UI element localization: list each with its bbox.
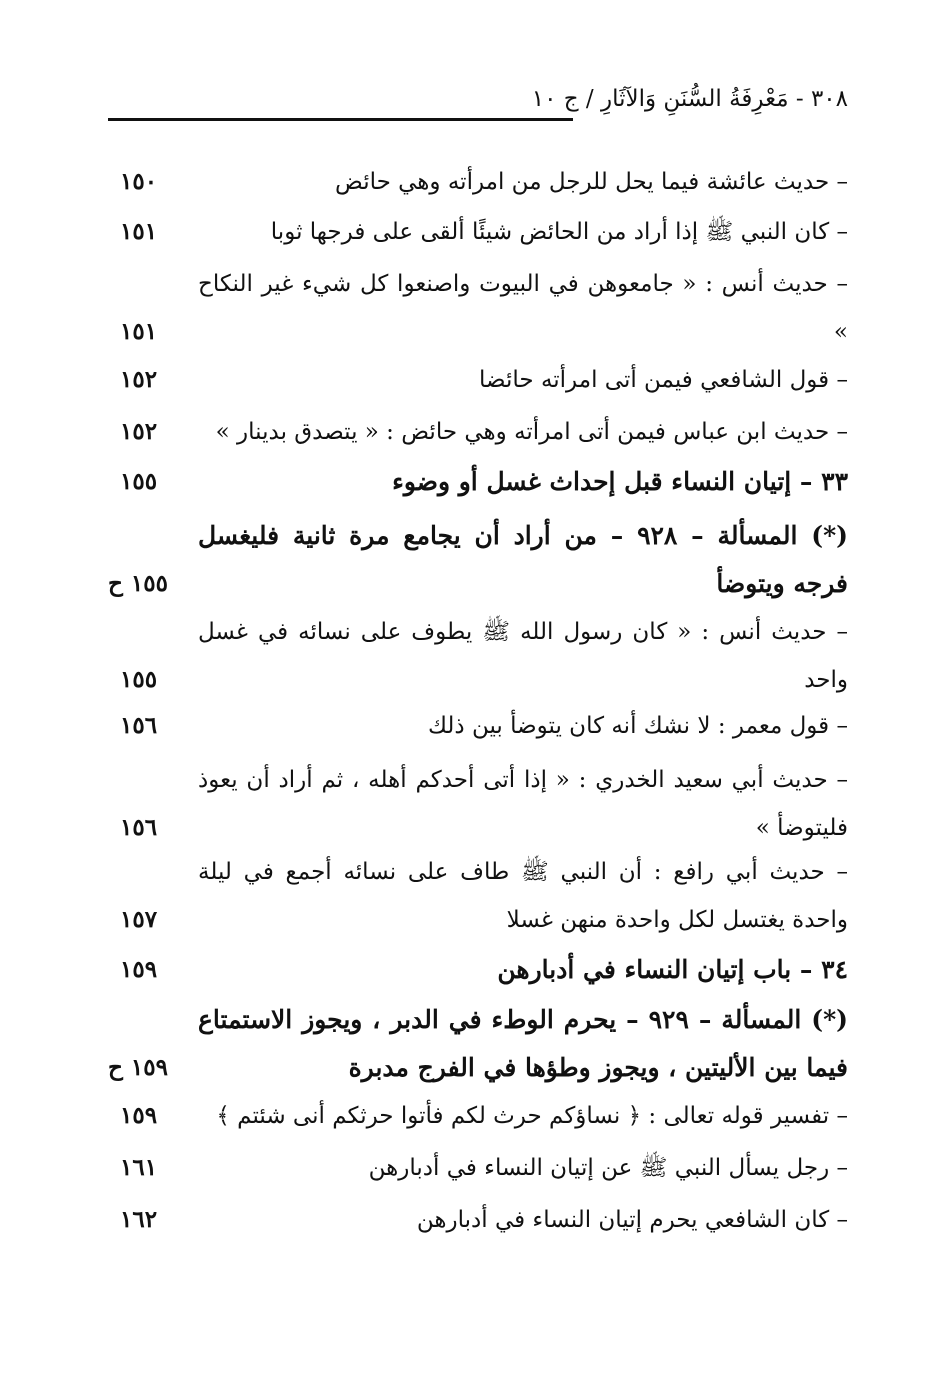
entry-text: – رجل يسأل النبي ﷺ عن إتيان النساء في أدبارهن xyxy=(368,1155,848,1181)
entry-text: – حديث أنس : « كان رسول الله ﷺ يطوف على نسائه في غسل واحد xyxy=(198,619,848,693)
toc-entry xyxy=(108,848,848,944)
page-number: ١٥٦ xyxy=(120,712,158,739)
entry-text: – حديث أنس : « جامعوهن في البيوت واصنعوا كل شيء غير النكاح » xyxy=(198,271,848,345)
toc-entry xyxy=(108,1144,848,1192)
masala-entry xyxy=(108,996,848,1092)
page-header xyxy=(108,78,848,122)
toc-entry xyxy=(108,1092,848,1140)
header-rule xyxy=(108,118,573,121)
entry-text: – تفسير قوله تعالى : ﴿ نساؤكم حرث لكم فأتوا حرثكم أنى شئتم ﴾ xyxy=(216,1103,848,1129)
page-number: ١٥٩ ح xyxy=(108,1054,168,1081)
running-title: ٣٠٨ - مَعْرِفَةُ السُّنَنِ وَالآثَارِ / ج ١٠ xyxy=(531,86,848,112)
entry-text: – قول معمر : لا نشك أنه كان يتوضأ بين ذلك xyxy=(428,713,848,739)
toc-entry xyxy=(108,356,848,404)
toc-entry xyxy=(108,702,848,750)
masala-text: (*) المسألة – ٩٢٩ – يحرم الوطء في الدبر ، ويجوز الاستمتاع فيما بين الأليتين ، ويجوز وطؤها في الفرج مدبرة xyxy=(198,1005,848,1082)
section-heading xyxy=(108,946,848,994)
toc-entry xyxy=(108,1196,848,1244)
entry-text: – كان الشافعي يحرم إتيان النساء في أدبارهن xyxy=(416,1207,848,1233)
page-number: ١٥١ xyxy=(120,218,158,245)
page-number: ١٥٥ ح xyxy=(108,570,168,597)
page-number: ١٥٢ xyxy=(120,366,158,393)
masala-entry xyxy=(108,512,848,608)
page-number: ١٥١ xyxy=(120,318,158,345)
toc-entry xyxy=(108,756,848,852)
page-number: ١٥٥ xyxy=(120,468,158,495)
entry-text: – حديث ابن عباس فيمن أتى امرأته وهي حائض : « يتصدق بدينار » xyxy=(215,419,848,445)
toc-entry xyxy=(108,608,848,704)
entry-text: – قول الشافعي فيمن أتى امرأته حائضا xyxy=(479,367,848,393)
page-number: ١٥٢ xyxy=(120,418,158,445)
section-heading xyxy=(108,458,848,506)
page-number: ١٥٠ xyxy=(120,168,158,195)
entry-text: – حديث عائشة فيما يحل للرجل من امرأته وهي حائض xyxy=(335,169,848,195)
page-number: ١٥٦ xyxy=(120,814,158,841)
toc-entry xyxy=(108,408,848,456)
entry-text: – حديث أبي سعيد الخدري : « إذا أتى أحدكم أهله ، ثم أراد أن يعوذ فليتوضأ » xyxy=(198,767,848,841)
heading-text: ٣٣ – إتيان النساء قبل إحداث غسل أو وضوء xyxy=(392,467,848,496)
toc-entry xyxy=(108,260,848,356)
page-number: ١٥٧ xyxy=(120,906,158,933)
heading-text: ٣٤ – باب إتيان النساء في أدبارهن xyxy=(497,955,848,984)
entry-text: – حديث أبي رافع : أن النبي ﷺ طاف على نسائه أجمع في ليلة واحدة يغتسل لكل واحدة منهن غسلا xyxy=(198,859,848,933)
entry-text: – كان النبي ﷺ إذا أراد من الحائض شيئًا ألقى على فرجها ثوبا xyxy=(270,219,848,245)
masala-text: (*) المسألة – ٩٢٨ – من أراد أن يجامع مرة ثانية فليغسل فرجه ويتوضأ xyxy=(198,521,848,598)
toc-entry xyxy=(108,208,848,256)
page-number: ١٥٩ xyxy=(120,956,158,983)
page-number: ١٦١ xyxy=(120,1154,158,1181)
page-number: ١٥٩ xyxy=(120,1102,158,1129)
toc-entry xyxy=(108,158,848,206)
page-number: ١٥٥ xyxy=(120,666,158,693)
page-number: ١٦٢ xyxy=(120,1206,158,1233)
